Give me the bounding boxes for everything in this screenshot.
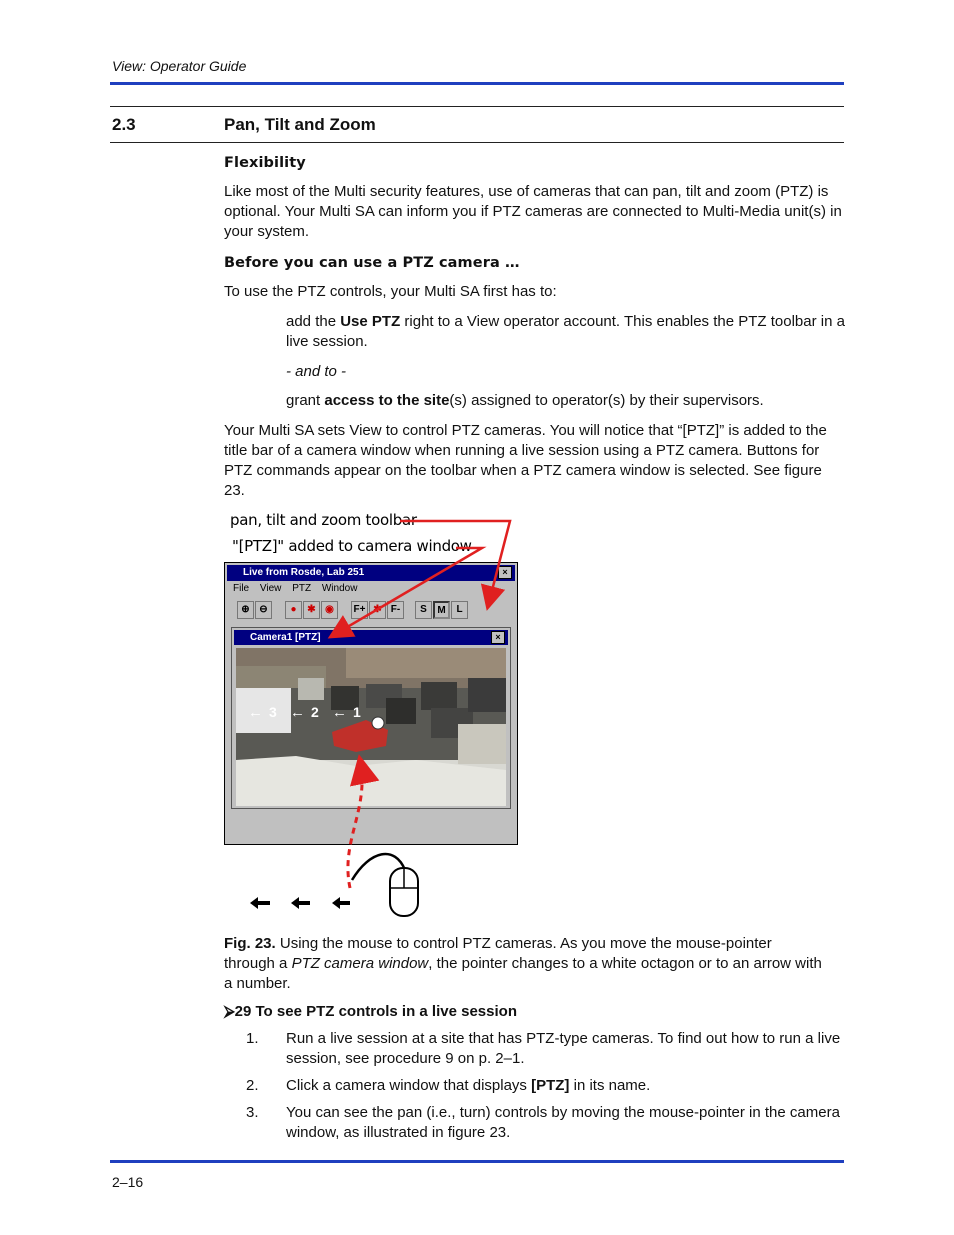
window-title: Live from Rosde, Lab 251 (243, 567, 365, 578)
step-3-number: 3. (246, 1104, 259, 1121)
focus-near-button[interactable]: F+ (351, 601, 368, 619)
req1-bold: Use PTZ (340, 313, 401, 330)
section-number: 2.3 (112, 115, 136, 134)
speed-slow-button[interactable]: S (415, 601, 432, 619)
pointer-number-1: 1 (353, 704, 361, 720)
menu-ptz[interactable]: PTZ (292, 583, 312, 594)
pan-arrow-3: ← 3 (248, 704, 277, 721)
zoom-in-icon[interactable]: ⊕ (237, 601, 254, 619)
procedure-title: 29 To see PTZ controls in a live session (234, 1003, 517, 1020)
pan-arrows-legend (250, 897, 350, 909)
menu-file[interactable]: File (233, 583, 250, 594)
step-2-text (286, 1076, 846, 1096)
flexibility-text: Like most of the Multi security features, use of cameras that can pan, tilt and zoom (PTZ) is optional. Your Multi SA can inform you if PTZ cameras are connected to Multi-Media unit(s) in your system. (224, 183, 842, 240)
page-number: 2–16 (112, 1174, 144, 1190)
figure-caption (224, 934, 824, 994)
auto-focus-icon[interactable]: ✱ (369, 601, 386, 619)
iris-auto-icon[interactable]: ✱ (303, 601, 320, 619)
running-header: View: Operator Guide (112, 58, 247, 74)
pointer-number-3: 3 (269, 704, 277, 720)
before-paragraph: Your Multi SA sets View to control PTZ cameras. You will notice that “[PTZ]” is added to the title bar of a camera window when running a live session using a PTZ camera. Buttons for PTZ commands appear on the toolbar when a PTZ camera window is selected. See figure 23. (224, 422, 827, 499)
req2-post: (s) assigned to operator(s) by their supervisors. (449, 392, 764, 409)
window-close-icon[interactable]: × (498, 566, 512, 579)
req2-pre: grant (286, 392, 325, 409)
focus-far-button[interactable]: F- (387, 601, 404, 619)
step-2-bold: [PTZ] (531, 1077, 570, 1094)
caption-italic: PTZ camera window (291, 955, 429, 972)
caption-pre: Using the mouse to control PTZ cameras. As you move the mouse-pointer through a (224, 935, 772, 972)
mouse-icon (352, 854, 418, 916)
before-intro: To use the PTZ controls, your Multi SA first has to: (224, 283, 557, 300)
camera-close-icon[interactable]: × (491, 631, 505, 644)
iris-open-icon[interactable]: ● (285, 601, 302, 619)
zoom-out-icon[interactable]: ⊖ (255, 601, 272, 619)
menu-view[interactable]: View (259, 583, 282, 594)
step-2-pre: Click a camera window that displays (286, 1077, 532, 1094)
and-to: - and to - (286, 363, 347, 380)
flexibility-heading: Flexibility (224, 155, 306, 171)
ptz-callout: "[PTZ]" added to camera window (232, 537, 472, 555)
step-1-text: Run a live session at a site that has PTZ-type cameras. To find out how to run a live session, see procedure 9 on p. 2–1. (286, 1030, 841, 1067)
procedure-heading (224, 1003, 517, 1020)
before-heading: Before you can use a PTZ camera … (224, 255, 520, 271)
req2-bold: access to the site (324, 392, 450, 409)
pan-arrow-1: ← 1 (332, 704, 361, 721)
toolbar-callout: pan, tilt and zoom toolbar (230, 511, 417, 529)
iris-close-icon[interactable]: ◉ (321, 601, 338, 619)
speed-large-button[interactable]: L (451, 601, 468, 619)
procedure-marker-icon: ⮚ (224, 1003, 235, 1020)
speed-medium-button[interactable]: M (433, 601, 450, 619)
step-1-number: 1. (246, 1030, 259, 1047)
step-3-text: You can see the pan (i.e., turn) controls by moving the mouse-pointer in the camera window, as illustrated in figure 23. (286, 1104, 840, 1141)
caption-post: , the pointer changes to a white octagon or to an arrow with a number. (224, 955, 822, 992)
caption-label: Fig. 23. (224, 935, 276, 952)
camera-title: Camera1 [PTZ] (250, 632, 321, 643)
ptz-callout-arrow (332, 548, 482, 636)
pan-arrow-2: ← 2 (290, 704, 319, 721)
step-2-post: in its name. (569, 1077, 651, 1094)
pointer-number-2: 2 (311, 704, 319, 720)
footer-rule (110, 1160, 844, 1163)
section-title: Pan, Tilt and Zoom (224, 115, 376, 134)
req1-post: right to a View operator account. This enables the PTZ toolbar in a live session. (286, 313, 845, 350)
step-2-number: 2. (246, 1077, 259, 1094)
menu-window[interactable]: Window (321, 583, 358, 594)
req1-pre: add the (286, 313, 341, 330)
